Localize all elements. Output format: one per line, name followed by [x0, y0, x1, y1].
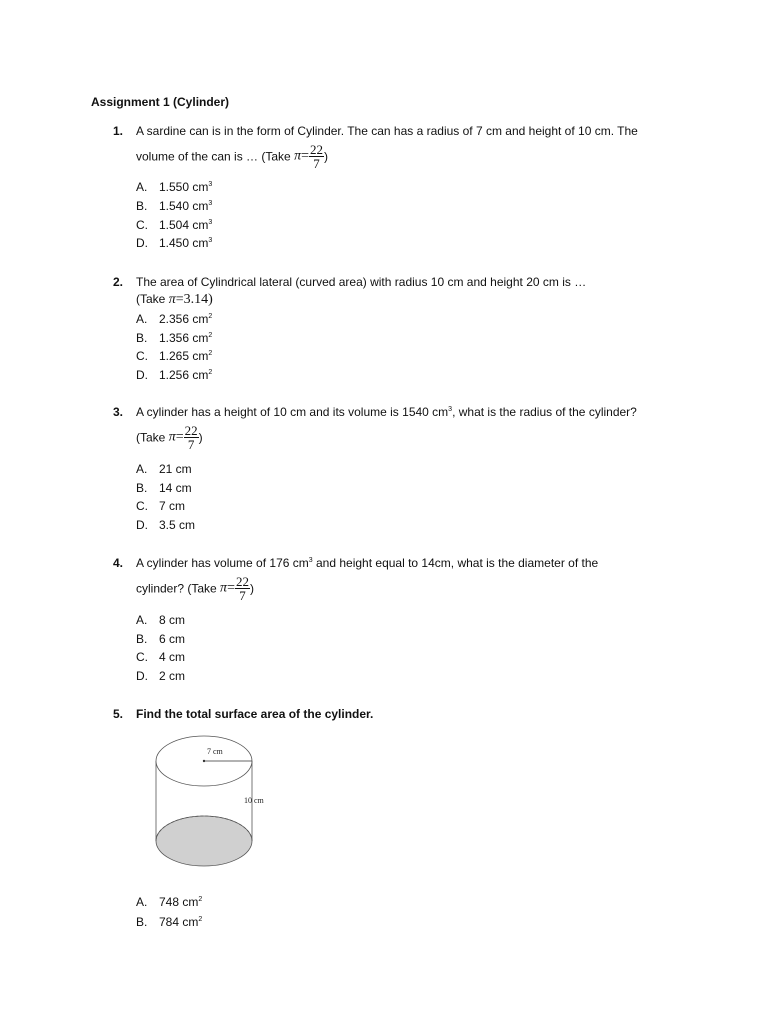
unit-exponent: 3 — [208, 181, 213, 188]
option — [136, 331, 212, 345]
fraction — [235, 575, 250, 602]
question-text: The area of Cylindrical lateral (curved area) with radius 10 cm and height 20 cm is … — [136, 275, 587, 289]
option-value: 1.540 cm — [159, 199, 209, 213]
option — [136, 349, 212, 363]
option-value: 1.265 cm — [159, 349, 209, 363]
question-number: 4. — [113, 556, 124, 570]
option-value: 8 cm — [159, 613, 186, 627]
fraction-denominator: 7 — [187, 437, 195, 452]
option-letter: A. — [136, 180, 148, 194]
option — [136, 650, 185, 664]
question-text — [136, 556, 598, 570]
option — [136, 218, 212, 232]
question-text: Find the total surface area of the cylinder. — [136, 707, 374, 721]
unit-exponent: 2 — [208, 332, 213, 339]
fraction — [184, 424, 199, 451]
option-letter: C. — [136, 349, 148, 363]
question-text-part: and height equal to 14cm, what is the diameter of the — [312, 556, 599, 570]
option-value: 1.504 cm — [159, 218, 209, 232]
option-value: 1.550 cm — [159, 180, 209, 194]
fraction-numerator: 22 — [310, 142, 323, 157]
option-value: 4 cm — [159, 650, 186, 664]
unit-exponent: 2 — [198, 916, 203, 923]
question-text-line2 — [136, 424, 203, 451]
unit-exponent: 2 — [208, 313, 213, 320]
option-value: 2 cm — [159, 669, 186, 683]
page-title: Assignment 1 (Cylinder) — [91, 95, 230, 109]
option — [136, 613, 185, 627]
question-text: (Take — [136, 292, 169, 306]
equals-sign: = — [301, 148, 309, 164]
option — [136, 895, 202, 909]
question-text-part: A cylinder has volume of 176 cm — [136, 556, 309, 570]
option-letter: A. — [136, 613, 148, 627]
question-text-line2 — [136, 143, 328, 170]
option-letter: C. — [136, 218, 148, 232]
fraction-denominator: 7 — [239, 588, 246, 603]
option — [136, 312, 212, 326]
fraction — [309, 143, 324, 170]
unit-exponent: 3 — [448, 406, 453, 413]
option-value: 3.5 cm — [159, 518, 196, 532]
question-number: 2. — [113, 275, 124, 289]
question-number: 3. — [113, 405, 124, 419]
unit-exponent: 3 — [208, 237, 213, 244]
option — [136, 368, 212, 382]
question-text-line2 — [136, 292, 213, 308]
option — [136, 669, 185, 683]
option-value: 7 cm — [159, 499, 186, 513]
equals-sign: = — [175, 429, 184, 445]
question-text: cylinder? (Take — [136, 581, 221, 596]
question-text: volume of the can is … (Take — [136, 149, 295, 164]
option-value: 21 cm — [159, 462, 192, 476]
option — [136, 199, 212, 213]
option — [136, 915, 202, 929]
option-value: 1.356 cm — [159, 331, 209, 345]
option-value: 1.450 cm — [159, 236, 209, 250]
question-text — [136, 405, 637, 419]
option-value: 748 cm — [159, 895, 199, 909]
option — [136, 236, 212, 250]
unit-exponent: 3 — [308, 557, 313, 564]
option — [136, 462, 192, 476]
option-letter: D. — [136, 236, 148, 250]
option-letter: C. — [136, 499, 148, 513]
pi-symbol: π — [294, 148, 302, 164]
option-value: 784 cm — [159, 915, 199, 929]
option-value: 14 cm — [159, 481, 192, 495]
option-value: 2.356 cm — [159, 312, 209, 326]
option-letter: B. — [136, 632, 148, 646]
option-letter: D. — [136, 518, 148, 532]
pi-symbol: π — [168, 429, 176, 445]
option-letter: D. — [136, 669, 148, 683]
unit-exponent: 2 — [208, 369, 213, 376]
option — [136, 180, 212, 194]
option-letter: A. — [136, 462, 148, 476]
option — [136, 481, 192, 495]
radius-label: 7 cm — [207, 747, 223, 756]
fraction-denominator: 7 — [313, 156, 320, 171]
close-paren: ) — [208, 292, 213, 307]
equals-sign: = — [227, 580, 235, 596]
question-text: A sardine can is in the form of Cylinder. The can has a radius of 7 cm and height of 10 cm. The — [136, 124, 638, 138]
option-letter: B. — [136, 331, 148, 345]
pi-symbol: π — [220, 580, 228, 596]
question-text-line2 — [136, 575, 254, 602]
cylinder-diagram — [137, 727, 271, 873]
option-value: 6 cm — [159, 632, 186, 646]
close-paren: ) — [198, 430, 203, 445]
option-letter: D. — [136, 368, 148, 382]
option — [136, 499, 185, 513]
question-text: (Take — [136, 430, 169, 445]
option — [136, 632, 185, 646]
option-letter: B. — [136, 915, 148, 929]
height-label: 10 cm — [244, 796, 264, 805]
option — [136, 518, 195, 532]
cylinder-base — [156, 816, 252, 866]
option-letter: B. — [136, 199, 148, 213]
close-paren: ) — [249, 581, 254, 596]
option-letter: B. — [136, 481, 148, 495]
question-text-part: , what is the radius of the cylinder? — [452, 405, 637, 419]
unit-exponent: 2 — [208, 350, 213, 357]
option-letter: C. — [136, 650, 148, 664]
pi-value: 3.14 — [183, 292, 209, 307]
fraction-numerator: 22 — [184, 423, 198, 438]
option-letter: A. — [136, 895, 148, 909]
question-number: 1. — [113, 124, 124, 138]
option-letter: A. — [136, 312, 148, 326]
question-text-part: A cylinder has a height of 10 cm and its volume is 1540 cm — [136, 405, 449, 419]
close-paren: ) — [324, 149, 328, 164]
center-point — [203, 760, 205, 762]
question-number: 5. — [113, 707, 124, 721]
option-value: 1.256 cm — [159, 368, 209, 382]
unit-exponent: 3 — [208, 200, 213, 207]
unit-exponent: 2 — [198, 896, 203, 903]
unit-exponent: 3 — [208, 219, 213, 226]
fraction-numerator: 22 — [235, 574, 249, 589]
equals-sign: = — [175, 292, 184, 307]
pi-symbol: π — [168, 292, 176, 307]
